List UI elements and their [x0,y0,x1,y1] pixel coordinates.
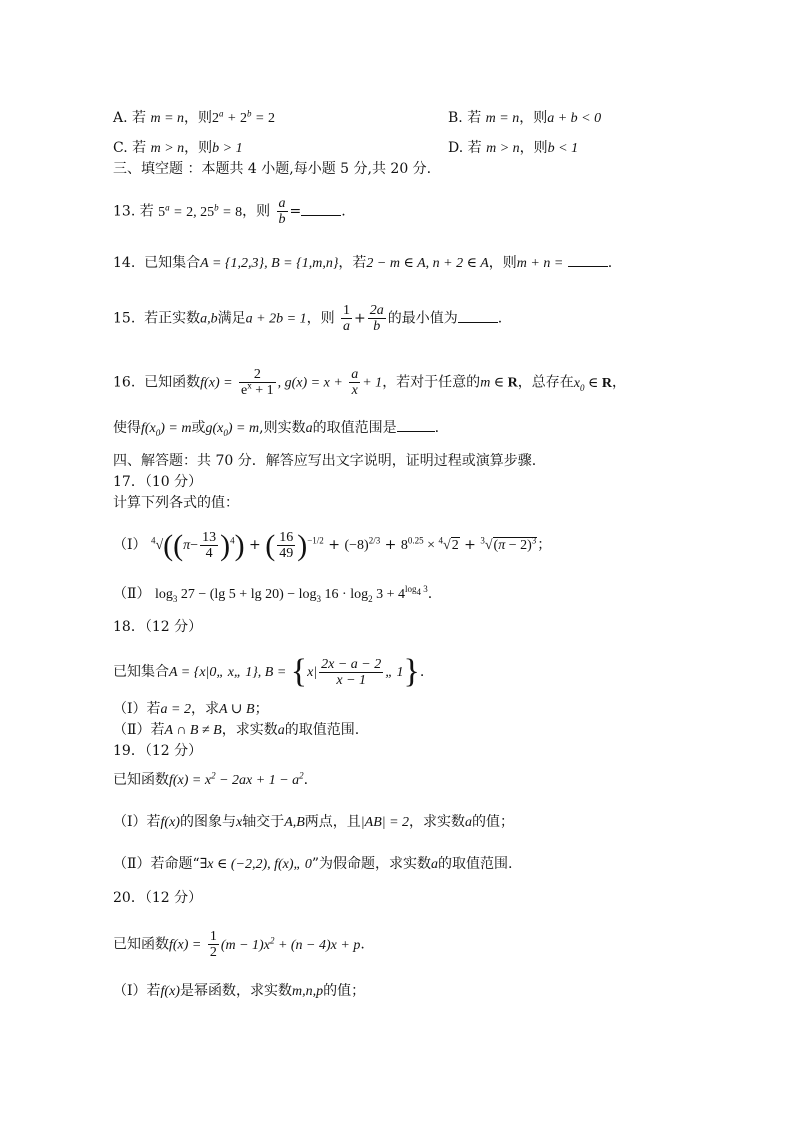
text: ”为假命题，求实数 [311,856,432,872]
question-14 [113,253,612,274]
question-16-m-in: m ∈ R [480,375,518,391]
question-20-f-label: f(x) = [169,937,202,953]
question-16-f-fraction [239,367,276,398]
frac-den: 4 [205,546,213,562]
question-16-then: ,则实数 [259,420,306,436]
frac-den: 49 [279,546,294,562]
question-13-text: 若 [139,203,154,220]
question-17-part-2 [113,584,432,605]
q17-term-4: $8^{0.25} \times ^4√2$ [400,535,459,553]
frac-num: 16 [279,530,294,546]
question-16-g-label: , g(x) = x + [277,375,343,391]
question-16-f-condition: $f(x_0) = m$ [141,421,192,438]
question-16-or: 或 [191,420,206,436]
question-15-satisfy: 满足 [217,310,246,327]
q17-term-2: ( $\frac{16}{49}$ )$^{-1/2}$ [265,528,324,562]
question-18-b-tail: „ 1 [385,665,404,680]
exponent: 0.25 [407,535,424,546]
question-16-such-that: 使得 [113,420,141,436]
question-18-part-2 [113,720,359,741]
frac-num: 13 [202,530,217,546]
question-13-then: ，则 [242,203,271,220]
question-13-fraction [277,196,288,227]
brace-open: { [290,653,308,690]
question-19-part-2 [113,854,512,875]
exponent: −1/2 [307,535,324,546]
part-2-condition: A ∩ B ≠ B [164,723,222,738]
math: f(x) [160,984,180,999]
option-c-expression: b > 1 [212,141,243,156]
option-a-condition: m = n [150,111,185,126]
question-15-period: . [497,310,503,327]
question-20-tail: $(m - 1)x^2 + (n - 4)x + p$ [220,934,361,953]
q17-term-1: $^4$√((π− $\frac{13}{4}$ )$^4$) [150,528,245,562]
question-16-period: . [434,420,440,436]
option-b-expression: a + b < 0 [547,111,602,126]
part-1-end: ； [537,537,552,553]
question-16 [113,367,626,398]
brace-close: } [403,653,420,690]
frac-den: b [373,319,381,334]
part-2-label: （Ⅱ）若 [113,722,165,738]
question-17-header: 17．（10 分） [113,474,203,490]
section-3-title: 三、填空题 ：本题共 4 小题,每小题 5 分,共 20 分. [113,161,432,177]
option-b-connector: ，则 [519,110,548,126]
part-2-label: （Ⅱ） [113,586,151,602]
q17-term-5: $^3√(\pi - 2)^3$ [480,535,537,553]
frac-num: 2x − a − 2 [321,656,382,672]
question-16-g-tail: + 1 [362,375,383,391]
frac-num: 1 [209,929,217,944]
part-1-label: （Ⅰ）若 [113,701,161,717]
question-19-stem [113,770,308,791]
frac-num: 2 [239,367,276,383]
question-16-number: 16. [113,374,136,391]
option-a-expression: $2^a + 2^b = 2$ [212,108,275,126]
question-15-fraction-1 [341,303,352,334]
q17-part-2-expression: $\log_3 27 - (\lg$ $5 + \lg 20) - \log_3 16 \cdot \log_2 3 + 4^{log_4 3}$ [154,584,428,604]
question-17-part-1: （Ⅰ） $^4$√((π− $\frac{13}{4}$ )$^4$) + ( $\frac{16}{49}$ )$^{-1/2} + (-8)^{2/3} + 8^{0.25} \times ^4√2 + ^3√(\pi - 2)^3$； [113,528,552,562]
question-13-condition: $5^a = 2$, $25^b = 8$ [158,201,243,220]
question-15-text: 若正实数 [144,310,201,327]
question-19-part-1 [113,812,514,833]
question-14-text: 已知集合 [144,255,201,271]
frac-den: $e^x + 1$ [241,380,274,398]
exponent: 2/3 [368,535,381,546]
question-14-sets: A = {1,2,3}, B = {1,m,n} [200,256,339,271]
question-18-text: 已知集合 [113,664,169,680]
math: f(x) [160,815,180,830]
q17-term-3: $(-8)^{2/3}$ [344,535,381,553]
plus-sign: + [354,310,366,327]
question-19-header: 19．（12 分） [113,743,203,759]
question-20-part-1 [113,981,365,1002]
option-b-condition: m = n [485,111,520,126]
text: 的图象与 [179,814,236,830]
answer-blank [301,203,341,216]
question-15-then: ，则 [306,310,335,327]
option-b [448,108,601,129]
question-16-text: 已知函数 [144,374,201,391]
part-1-condition: a = 2 [160,702,191,717]
math: x [235,815,243,830]
part-1-ask: ，求 [190,701,219,717]
part-1-label: （Ⅰ） [113,537,147,553]
question-13-period: . [341,203,346,220]
option-a [113,108,275,129]
question-17-intro: 计算下列各式的值： [113,495,239,511]
math: ∃x ∈ (−2,2), f(x)„ 0 [199,857,312,872]
question-15-fraction-2 [368,303,386,334]
question-20-period: . [360,936,365,953]
math: m,n,p [291,984,324,999]
part-1-target: A ∪ B [218,702,255,717]
option-c-label: C. 若 [113,140,147,156]
section-4-title: 四、解答题：共 70 分．解答应写出文字说明，证明过程或演算步骤. [113,453,537,469]
math: A,B [284,815,305,830]
question-19-function: $f(x) = x^2 - 2ax + 1 - a^2$ [169,770,304,788]
option-c [113,138,243,159]
math: a [431,857,439,872]
option-d-condition: m > n [486,141,520,156]
frac-num: a [351,367,359,382]
set-builder-var: x| [307,665,318,680]
question-20-header: 20．（12 分） [113,890,203,906]
question-14-condition: 2 − m ∈ A, n + 2 ∈ A [366,256,489,271]
question-15-condition: a + 2b = 1 [245,311,307,327]
question-20-stem [113,929,365,960]
text: 的值； [472,814,515,830]
frac-den: x [351,383,358,398]
question-16-forall: ，若对于任意的 [382,374,481,391]
frac-num: 2a [369,303,384,318]
option-d-expression: b < 1 [547,141,579,156]
frac-den: a [343,319,351,334]
question-16-x0-in: $x_0$ ∈ R [573,375,613,393]
question-13 [113,196,346,227]
option-b-label: B. 若 [448,110,482,126]
question-18-header: 18．（12 分） [113,619,203,635]
answer-blank [458,310,498,323]
answer-blank [568,254,608,267]
text: ，求实数 [409,814,466,830]
part-2-end: 的取值范围. [284,722,360,738]
question-16-g-fraction [349,367,360,398]
question-16-line-2 [113,418,439,439]
part-1-label: （Ⅰ）若 [113,814,161,830]
question-13-frac-num: a [278,196,286,211]
question-15-number: 15. [113,310,136,327]
question-18-part-1 [113,699,269,720]
question-16-range: 的取值范围是 [312,420,397,436]
question-15-ask: 的最小值为 [387,310,458,327]
question-13-number: 13. [113,203,136,220]
question-14-if: ，若 [338,255,367,271]
question-18-fraction [319,657,383,688]
part-1-end: ； [254,701,269,717]
part-2-end: . [427,586,433,602]
question-18-set-a: A = {x|0„ x„ 1}, B = [169,665,287,680]
part-2-var: a [277,723,285,738]
text: 的取值范围. [438,856,513,872]
question-18-period: . [419,664,425,680]
option-c-condition: m > n [150,141,185,156]
question-13-frac-den: b [278,212,286,227]
question-15 [113,303,502,334]
question-16-var-a: a [305,421,313,436]
part-1-label: （Ⅰ）若 [113,983,161,999]
option-d-connector: ，则 [519,140,548,156]
option-c-connector: ，则 [184,140,213,156]
option-d [448,138,578,159]
question-16-g-condition: $g(x_0) = m$ [205,421,260,438]
question-16-exists: ，总存在 [517,374,574,391]
question-14-period: . [607,255,613,271]
option-a-connector: ，则 [184,110,213,126]
option-d-label: D. 若 [448,140,482,156]
text: 轴交于 [242,814,285,830]
question-14-target: m + n = [516,256,564,271]
text: 是幂函数，求实数 [179,983,292,999]
question-20-text: 已知函数 [113,936,169,953]
question-14-then: ，则 [488,255,517,271]
answer-blank [397,419,435,432]
question-19-period: . [303,772,309,788]
question-15-vars: a,b [200,311,218,327]
question-13-equals: = [289,203,302,220]
part-2-label: （Ⅱ）若命题“ [113,856,200,872]
question-19-text: 已知函数 [113,772,169,788]
question-20-fraction [208,929,219,960]
frac-den: 2 [209,945,217,960]
question-16-f-label: f(x) = [200,375,233,391]
frac-num: 1 [343,303,351,318]
part-2-ask: ，求实数 [221,722,278,738]
option-a-label: A. 若 [113,110,147,126]
math: |AB| = 2 [360,815,410,830]
question-18-stem [113,655,424,689]
text: 的值； [323,983,366,999]
question-14-number: 14. [113,255,136,271]
math: a [465,815,473,830]
question-16-comma: ， [612,374,627,391]
frac-den: x − 1 [336,672,367,688]
text: 两点，且 [304,814,361,830]
